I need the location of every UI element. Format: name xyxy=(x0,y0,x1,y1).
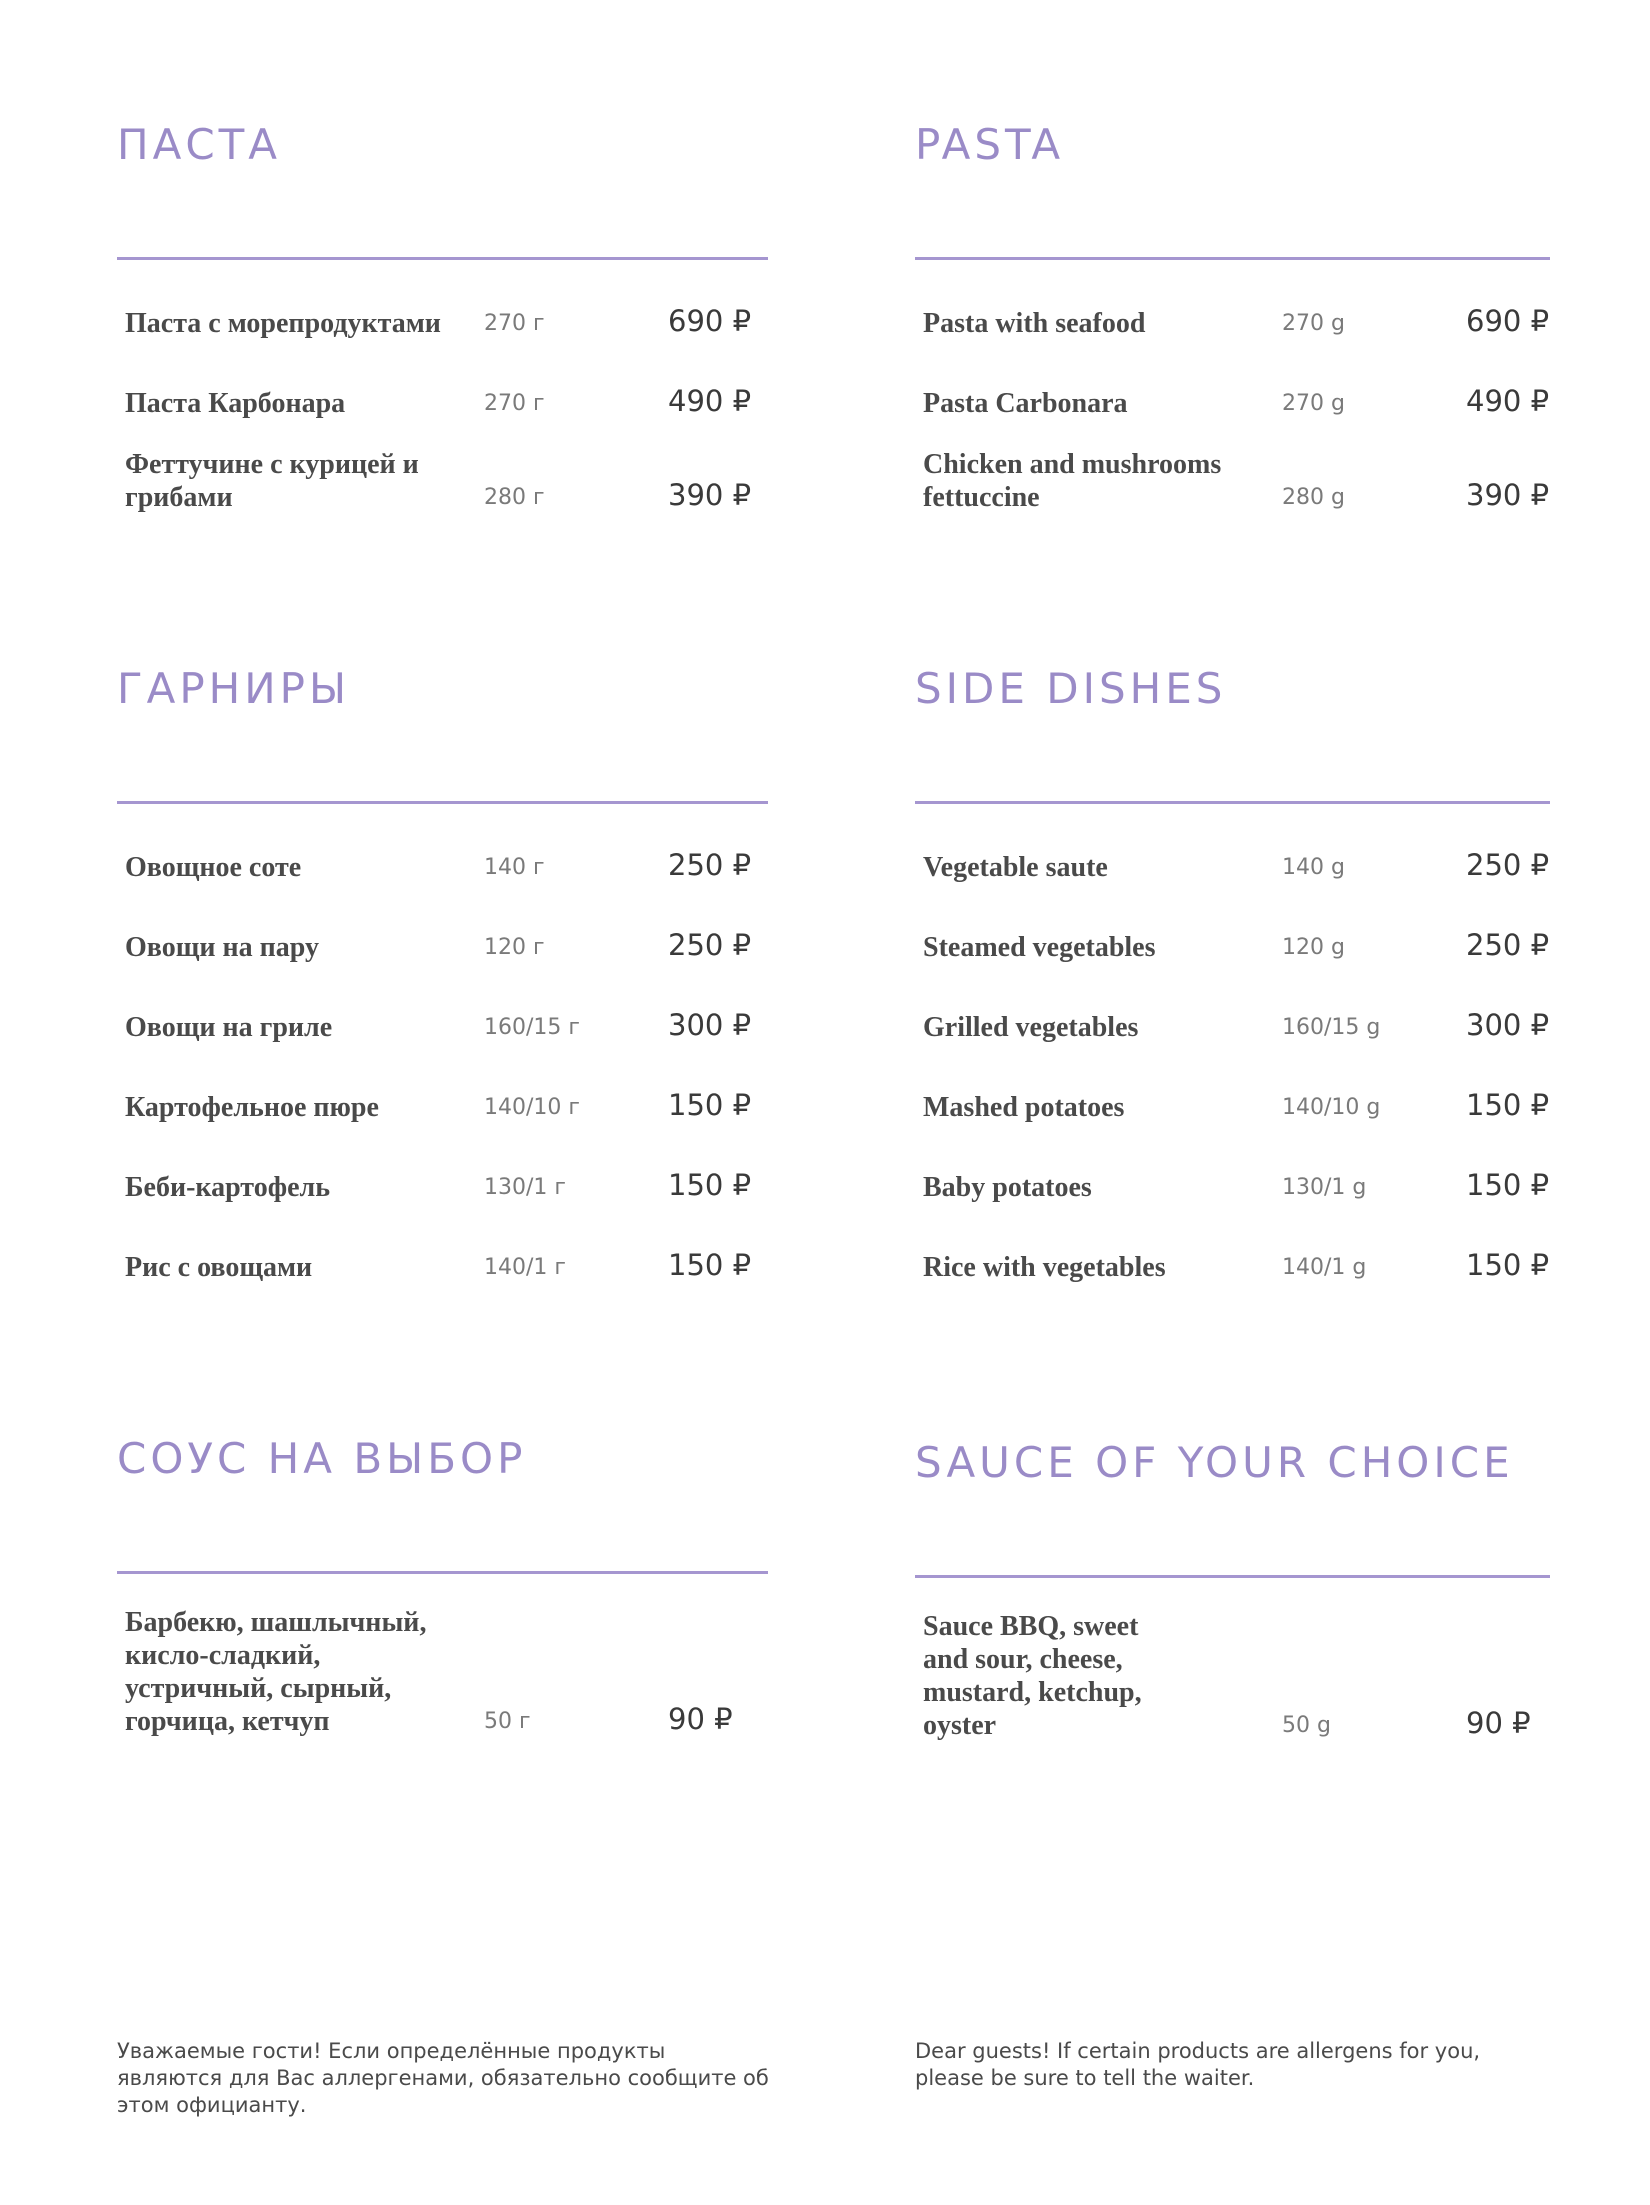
section-divider xyxy=(117,257,768,260)
item-price: 90 ₽ xyxy=(668,1702,733,1736)
item-weight: 280 г xyxy=(484,485,545,510)
item-price: 300 ₽ xyxy=(668,1008,752,1042)
item-weight: 160/15 г xyxy=(484,1015,580,1040)
menu-item xyxy=(117,1168,768,1204)
section-divider xyxy=(117,801,768,804)
item-price: 250 ₽ xyxy=(1466,848,1550,882)
item-name: Овощи на гриле xyxy=(125,1012,333,1043)
item-weight: 50 g xyxy=(1282,1713,1331,1738)
menu-item xyxy=(117,448,768,514)
section-divider xyxy=(915,801,1550,804)
item-name: Беби-картофель xyxy=(125,1172,331,1203)
item-name: Grilled vegetables xyxy=(923,1012,1139,1043)
item-name: Chicken and mushrooms fettuccine xyxy=(923,449,1222,513)
item-price: 150 ₽ xyxy=(668,1168,752,1202)
menu-item xyxy=(117,848,768,884)
section-title-sauce-ru: СОУС НА ВЫБОР xyxy=(117,1434,527,1483)
item-name: Барбекю, шашлычный, кисло-сладкий, устричный, сырный, горчица, кетчуп xyxy=(125,1607,427,1737)
item-weight: 270 g xyxy=(1282,311,1345,336)
item-name: Pasta with seafood xyxy=(923,308,1146,339)
section-title-pasta-ru: ПАСТА xyxy=(117,120,282,169)
menu-item xyxy=(915,384,1550,420)
section-sides-ru xyxy=(117,664,768,1318)
item-name: Vegetable saute xyxy=(923,852,1108,883)
item-name: Mashed potatoes xyxy=(923,1092,1125,1123)
item-price: 150 ₽ xyxy=(1466,1248,1550,1282)
item-name: Рис с овощами xyxy=(125,1252,313,1283)
item-weight: 120 г xyxy=(484,935,545,960)
menu-item xyxy=(915,928,1550,964)
item-name: Steamed vegetables xyxy=(923,932,1156,963)
item-price: 690 ₽ xyxy=(1466,304,1550,338)
menu-item xyxy=(117,1606,768,1738)
item-name: Sauce BBQ, sweet and sour, cheese, mustard, ketchup, oyster xyxy=(923,1611,1142,1741)
item-name: Pasta Carbonara xyxy=(923,388,1128,419)
item-price: 250 ₽ xyxy=(668,928,752,962)
section-sides-en xyxy=(915,664,1550,1318)
item-name: Паста Карбонара xyxy=(125,388,346,419)
item-weight: 140 g xyxy=(1282,855,1345,880)
menu-item xyxy=(915,1168,1550,1204)
item-price: 150 ₽ xyxy=(1466,1088,1550,1122)
item-name: Феттучине с курицей и грибами xyxy=(125,449,419,513)
menu-item xyxy=(915,304,1550,340)
menu-item xyxy=(117,928,768,964)
item-name: Baby potatoes xyxy=(923,1172,1092,1203)
item-weight: 160/15 g xyxy=(1282,1015,1381,1040)
section-title-sides-en: SIDE DISHES xyxy=(915,664,1227,713)
section-sauce-ru xyxy=(117,1434,768,1758)
item-price: 390 ₽ xyxy=(1466,478,1550,512)
section-pasta-en xyxy=(915,120,1550,544)
menu-item xyxy=(117,1088,768,1124)
section-sauce-en xyxy=(915,1438,1550,1762)
item-price: 390 ₽ xyxy=(668,478,752,512)
item-weight: 270 г xyxy=(484,311,545,336)
item-weight: 140/10 г xyxy=(484,1095,580,1120)
item-price: 150 ₽ xyxy=(1466,1168,1550,1202)
item-name: Паста с морепродуктами xyxy=(125,308,441,339)
item-weight: 120 g xyxy=(1282,935,1345,960)
menu-item xyxy=(915,1248,1550,1284)
section-divider xyxy=(915,257,1550,260)
item-price: 690 ₽ xyxy=(668,304,752,338)
item-price: 90 ₽ xyxy=(1466,1706,1531,1740)
menu-item xyxy=(117,1008,768,1044)
item-name: Овощи на пару xyxy=(125,932,319,963)
item-weight: 270 г xyxy=(484,391,545,416)
section-title-pasta-en: PASTA xyxy=(915,120,1065,169)
section-title-sides-ru: ГАРНИРЫ xyxy=(117,664,351,713)
item-price: 490 ₽ xyxy=(668,384,752,418)
allergen-note-ru: Уважаемые гости! Если определённые продукты являются для Вас аллергенами, обязательно сообщите об этом официанту. xyxy=(117,2039,769,2117)
item-weight: 140/1 g xyxy=(1282,1255,1367,1280)
item-price: 490 ₽ xyxy=(1466,384,1550,418)
section-pasta-ru xyxy=(117,120,768,544)
item-name: Rice with vegetables xyxy=(923,1252,1166,1283)
menu-item xyxy=(915,1088,1550,1124)
section-title-sauce-en: SAUCE OF YOUR CHOICE xyxy=(915,1438,1514,1487)
item-weight: 130/1 g xyxy=(1282,1175,1367,1200)
item-weight: 140/1 г xyxy=(484,1255,566,1280)
item-weight: 130/1 г xyxy=(484,1175,566,1200)
section-divider xyxy=(117,1571,768,1574)
item-weight: 50 г xyxy=(484,1709,531,1734)
item-price: 300 ₽ xyxy=(1466,1008,1550,1042)
item-price: 250 ₽ xyxy=(1466,928,1550,962)
item-weight: 140 г xyxy=(484,855,545,880)
allergen-note-en: Dear guests! If certain products are allergens for you, please be sure to tell the waiter. xyxy=(915,2039,1481,2090)
item-name: Картофельное пюре xyxy=(125,1092,379,1123)
menu-item xyxy=(915,1008,1550,1044)
item-price: 150 ₽ xyxy=(668,1248,752,1282)
menu-item xyxy=(117,1248,768,1284)
menu-item xyxy=(915,448,1550,514)
item-weight: 280 g xyxy=(1282,485,1345,510)
section-divider xyxy=(915,1575,1550,1578)
menu-item xyxy=(117,304,768,340)
menu-item xyxy=(915,1610,1550,1742)
item-weight: 270 g xyxy=(1282,391,1345,416)
menu-item xyxy=(915,848,1550,884)
menu-item xyxy=(117,384,768,420)
item-name: Овощное соте xyxy=(125,852,302,883)
item-price: 250 ₽ xyxy=(668,848,752,882)
item-price: 150 ₽ xyxy=(668,1088,752,1122)
item-weight: 140/10 g xyxy=(1282,1095,1381,1120)
